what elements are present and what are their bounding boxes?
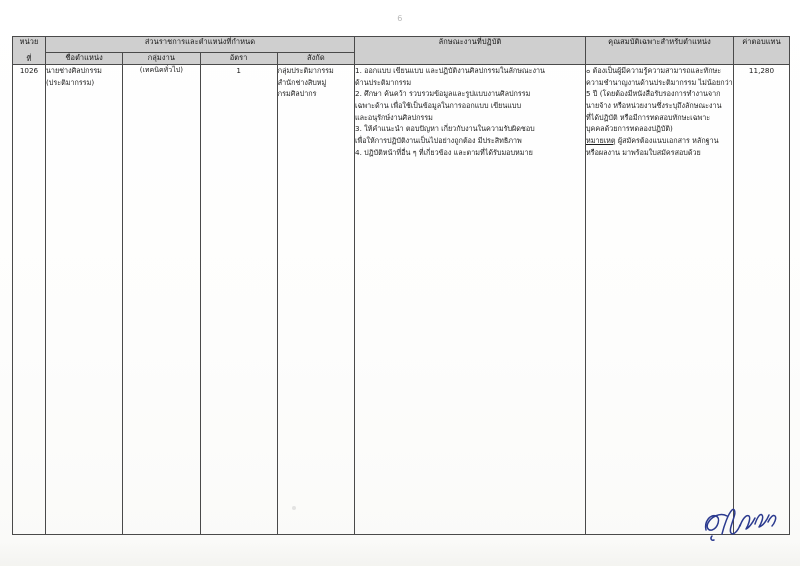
cell-qualifications [586,64,734,534]
position-name-line: นายช่างศิลปกรรม [46,65,102,75]
scan-edge-shadow [0,540,800,566]
header-work-group: กลุ่มงาน [123,53,200,65]
duties-line: เฉพาะด้าน เพื่อใช้เป็นข้อมูลในการออกแบบ เขียนแบบ [355,100,522,110]
duties-line: 4. ปฏิบัติหน้าที่อื่น ๆ ที่เกี่ยวข้อง และตามที่ได้รับมอบหมาย [355,147,533,157]
duties-line: และอนุรักษ์งานศิลปกรรม [355,112,433,122]
qualification-line: บุคคลด้วยการทดลองปฏิบัติ) [586,124,673,134]
job-position-table-container [12,36,790,515]
job-position-table [12,36,790,535]
header-duties: ลักษณะงานที่ปฏิบัติ [355,37,586,65]
header-position-count: อัตรา [200,53,277,65]
qualification-note-text: ผู้สมัครต้องแนบเอกสาร หลักฐาน [615,135,719,145]
cell-compensation: 11,280 [734,64,790,534]
qualification-note-line: หรือผลงาน มาพร้อมใบสมัครสอบด้วย [586,147,701,157]
qualification-line: ๐ ต้องเป็นผู้มีความรู้ความสามารถและทักษะ [586,65,722,75]
header-qualifications: คุณสมบัติเฉพาะสำหรับตำแหน่ง [586,37,734,65]
cell-duties [355,64,586,534]
header-unit-number: หน่วย ที่ [13,37,46,65]
header-affiliation: สังกัด [277,53,354,65]
cell-position-name [46,64,123,534]
cell-work-group: (เทคนิคทั่วไป) [123,64,200,534]
cell-affiliation [277,64,354,534]
qualification-note-line [586,135,733,147]
affiliation-line: สำนักช่างสิบหมู่ [277,77,327,87]
qualification-line: นายจ้าง หรือหน่วยงานซึ่งระบุถึงลักษณะงาน [586,100,722,110]
qualification-line: ความชำนาญงานด้านประติมากรรม ไม่น้อยกว่า [586,77,733,87]
table-body [13,64,790,534]
qualification-line: ที่ได้ปฏิบัติ หรือมีการทดสอบทักษะเฉพาะ [586,112,711,122]
duties-line: เพื่อให้การปฏิบัติงานเป็นไปอย่างถูกต้อง มีประสิทธิภาพ [355,135,522,145]
table-row [13,64,790,534]
duties-line: ด้านประติมากรรม [355,77,412,87]
table-header [13,37,790,65]
header-position-name: ชื่อตำแหน่ง [46,53,123,65]
qualification-note-label: หมายเหตุ [586,135,616,145]
header-compensation: ค่าตอบแทน [734,37,790,65]
scan-artifact [292,506,296,510]
cell-unit-number: 1026 [13,64,46,534]
duties-line: 1. ออกแบบ เขียนแบบ และปฏิบัติงานศิลปกรรมในลักษณะงาน [355,65,545,75]
header-department-and-position-group: ส่วนราชการและตำแหน่งที่กำหนด [46,37,355,53]
duties-line: 2. ศึกษา ค้นคว้า รวบรวมข้อมูลและรูปแบบงานศิลปกรรม [355,89,531,99]
affiliation-line: กลุ่มประติมากรรม [277,65,334,75]
affiliation-line: กรมศิลปากร [277,89,317,99]
cell-position-count: 1 [200,64,277,534]
table-header-row-top [13,37,790,53]
qualification-line: 5 ปี (โดยต้องมีหนังสือรับรองการทำงานจาก [586,89,721,99]
page-number: 6 [397,14,403,23]
duties-line: 3. ให้คำแนะนำ ตอบปัญหา เกี่ยวกับงานในความรับผิดชอบ [355,124,535,134]
position-name-subline: (ประติมากรรม) [46,77,95,87]
